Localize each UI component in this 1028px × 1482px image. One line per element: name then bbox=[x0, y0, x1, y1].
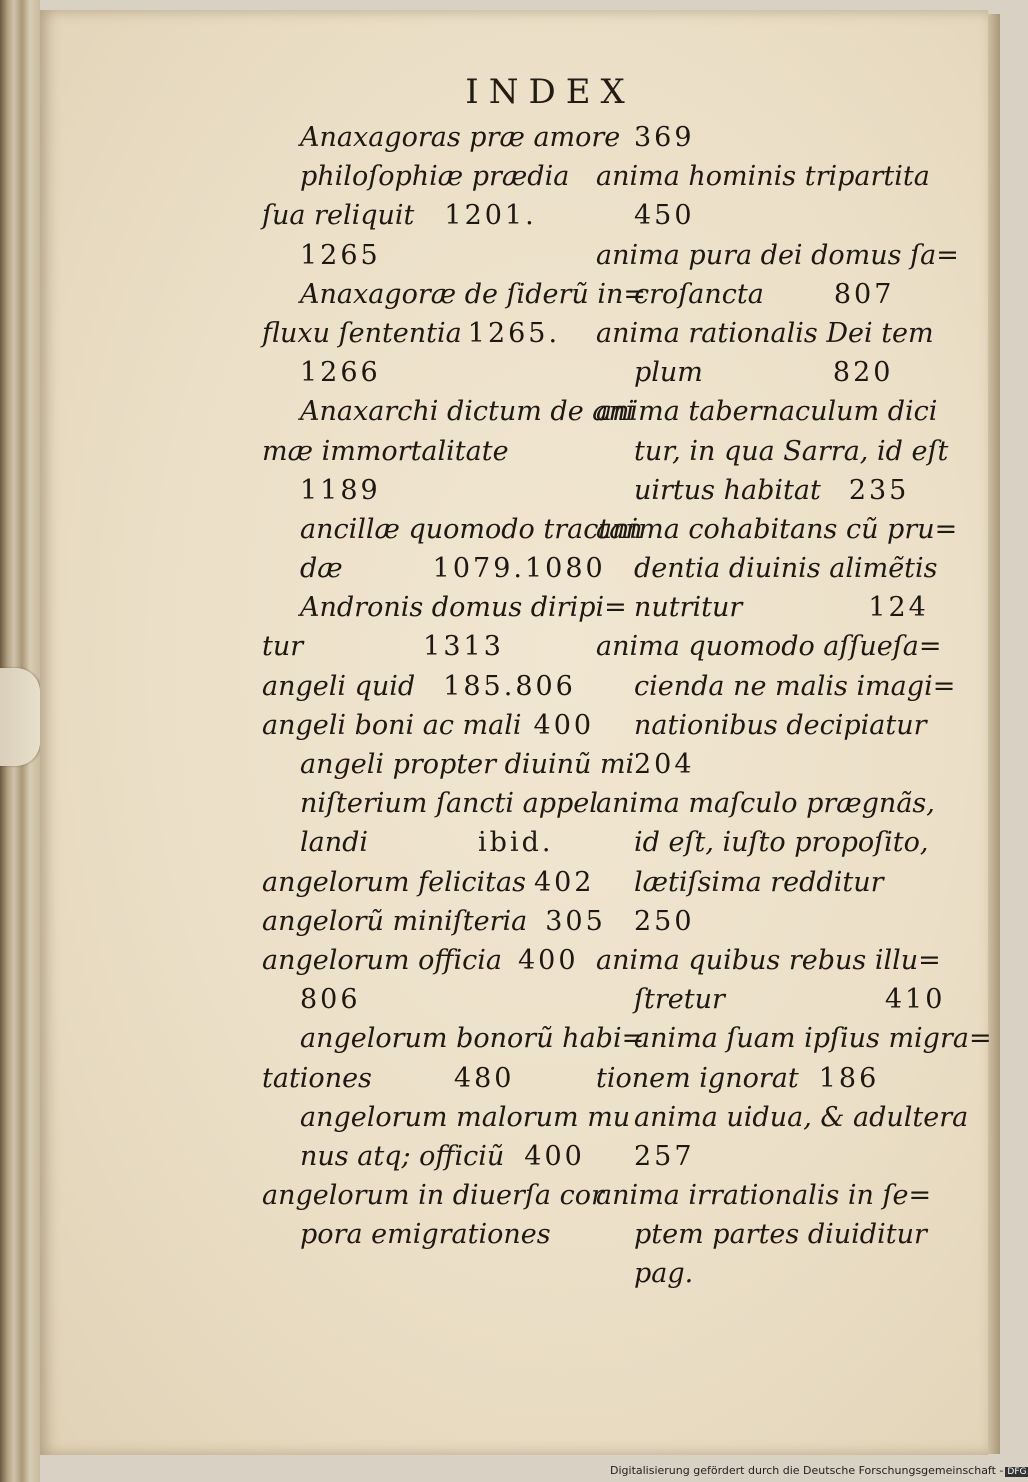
entry-text: anima tabernaculum dici bbox=[596, 396, 938, 428]
right-index-line bbox=[596, 1019, 992, 1058]
page-number: 1201. bbox=[444, 200, 537, 232]
page-number: 410 bbox=[884, 984, 946, 1016]
entry-text: pora emigrationes bbox=[300, 1219, 551, 1251]
entry-text: Anaxagoras præ amore bbox=[300, 122, 621, 153]
page-number: ibid. bbox=[478, 827, 554, 859]
left-index-line bbox=[262, 236, 582, 275]
right-index-line bbox=[596, 275, 916, 314]
entry-text: anima pura dei domus ſa= bbox=[596, 239, 959, 271]
right-index-line bbox=[596, 196, 916, 235]
left-index-line bbox=[262, 1019, 645, 1058]
entry-text: nationibus decipiatur bbox=[634, 709, 927, 741]
entry-text: id eſt, iuſto propoſito, bbox=[634, 827, 929, 859]
entry-text: tationes bbox=[262, 1062, 372, 1094]
entry-text: 1265 bbox=[300, 239, 381, 271]
page-number: 480 bbox=[453, 1062, 515, 1094]
entry-text: 250 bbox=[634, 905, 695, 937]
page-number: 820 bbox=[832, 357, 894, 389]
entry-text: 369 bbox=[634, 122, 695, 153]
left-index-line bbox=[262, 392, 635, 431]
entry-text: nutritur bbox=[634, 592, 743, 624]
page-number: 400 bbox=[518, 944, 579, 976]
entry-text: angelorum bonorũ habi= bbox=[300, 1023, 645, 1055]
entry-text: ſtretur bbox=[634, 984, 725, 1016]
entry-text: 1266 bbox=[300, 357, 381, 389]
left-index-line bbox=[262, 980, 582, 1019]
entry-text: pag. bbox=[634, 1258, 694, 1290]
entry-text: lætiſsima redditur bbox=[634, 866, 884, 898]
page-number: 185.806 bbox=[443, 670, 576, 702]
entry-text: angeli quid bbox=[262, 670, 416, 702]
right-index-line bbox=[596, 1176, 932, 1215]
entry-text: ancillæ quomodo tractan bbox=[300, 513, 643, 545]
entry-text: Anaxagoræ de ſiderũ in= bbox=[300, 278, 646, 310]
entry-text: 257 bbox=[634, 1140, 695, 1172]
entry-text: 1189 bbox=[300, 474, 381, 506]
left-index-line bbox=[262, 784, 598, 823]
right-index-line bbox=[596, 157, 930, 196]
entry-text: angelorum malorum mu bbox=[300, 1101, 631, 1133]
entry-text: Anaxarchi dictum de ani bbox=[300, 396, 635, 428]
left-index-line bbox=[262, 863, 595, 902]
left-index-line bbox=[262, 432, 582, 471]
page-tab-marker bbox=[0, 668, 40, 766]
right-index-line bbox=[596, 902, 916, 941]
right-index-line bbox=[596, 118, 916, 157]
left-index-line bbox=[262, 667, 582, 706]
entry-text: philoſophiæ prædia bbox=[300, 161, 570, 193]
page-number: 235 bbox=[848, 474, 910, 506]
right-index-line bbox=[596, 1059, 916, 1098]
right-index-line bbox=[596, 941, 941, 980]
entry-text: anima ſuam ipſius migra= bbox=[634, 1023, 992, 1055]
left-index-line bbox=[262, 1137, 585, 1176]
left-index-line bbox=[262, 902, 606, 941]
entry-text: anima cohabitans cũ pru= bbox=[596, 513, 958, 545]
page-number: 400 bbox=[533, 709, 595, 741]
page-header: INDEX bbox=[465, 72, 635, 112]
right-index-line bbox=[596, 353, 916, 392]
dfg-logo: DFG bbox=[1007, 1467, 1027, 1477]
right-index-line bbox=[596, 1215, 927, 1254]
left-index-line bbox=[262, 118, 621, 157]
right-index-line bbox=[596, 510, 958, 549]
entry-text: anima maſculo prægnãs, bbox=[596, 788, 935, 820]
right-index-line bbox=[596, 588, 929, 627]
entry-text: anima irrationalis in ſe= bbox=[596, 1180, 932, 1212]
page-edge bbox=[988, 14, 1000, 1454]
entry-text: mæ immortalitate bbox=[262, 435, 509, 467]
entry-text: dæ bbox=[300, 553, 343, 585]
entry-text: tur bbox=[262, 631, 304, 663]
page-number: 400 bbox=[524, 1140, 585, 1172]
left-index-line bbox=[262, 314, 582, 353]
page-number: 305 bbox=[545, 905, 606, 937]
left-index-line bbox=[262, 588, 627, 627]
entry-text: 450 bbox=[634, 200, 695, 232]
index-column-left bbox=[262, 118, 646, 1254]
left-index-line bbox=[262, 157, 582, 196]
page-number: 1265. bbox=[467, 317, 561, 349]
entry-text: angelorum felicitas bbox=[262, 866, 526, 898]
entry-text: ptem partes diuiditur bbox=[634, 1219, 927, 1251]
page-number: 186 bbox=[818, 1062, 880, 1094]
entry-text: tionem ignorat bbox=[596, 1062, 799, 1094]
left-index-line bbox=[262, 549, 606, 588]
left-index-line bbox=[262, 745, 635, 784]
right-index-line bbox=[596, 549, 938, 588]
entry-text: croſancta bbox=[634, 278, 764, 310]
entry-text: 806 bbox=[300, 984, 361, 1016]
entry-text: anima quomodo aſſueſa= bbox=[596, 631, 942, 663]
page-number: 807 bbox=[833, 278, 895, 310]
right-index-line bbox=[596, 392, 938, 431]
right-index-line bbox=[596, 745, 916, 784]
right-index-line bbox=[596, 784, 935, 823]
index-column-right bbox=[596, 118, 992, 1294]
right-index-line bbox=[596, 1254, 916, 1293]
right-index-line bbox=[596, 863, 916, 902]
left-index-line bbox=[262, 823, 582, 862]
page-number: 124 bbox=[868, 592, 929, 624]
entry-text: dentia diuinis alimẽtis bbox=[634, 553, 938, 585]
right-index-line bbox=[596, 667, 956, 706]
entry-text: uirtus habitat bbox=[634, 474, 821, 506]
left-index-line bbox=[262, 941, 582, 980]
right-index-line bbox=[596, 314, 934, 353]
entry-text: angelorum officia bbox=[262, 944, 502, 976]
entry-text: niſterium ſancti appel bbox=[300, 788, 598, 820]
page-number: 402 bbox=[533, 866, 595, 898]
right-index-line bbox=[596, 980, 946, 1019]
left-index-line bbox=[262, 1176, 604, 1215]
right-index-line bbox=[596, 706, 927, 745]
right-index-line bbox=[596, 432, 949, 471]
right-index-line bbox=[596, 236, 959, 275]
right-index-line bbox=[596, 1098, 969, 1137]
right-index-line bbox=[596, 1137, 916, 1176]
digitization-footer bbox=[610, 1464, 1028, 1477]
left-index-line bbox=[262, 1098, 631, 1137]
entry-text: tur, in qua Sarra, id eſt bbox=[634, 435, 949, 467]
left-index-line bbox=[262, 1215, 582, 1254]
entry-text: angeli propter diuinũ mi bbox=[300, 749, 635, 780]
entry-text: landi bbox=[300, 827, 369, 859]
entry-text: anima uidua, & adultera bbox=[634, 1101, 969, 1133]
right-index-line bbox=[596, 471, 916, 510]
entry-text: anima rationalis Dei tem bbox=[596, 317, 934, 349]
entry-text: 204 bbox=[634, 749, 695, 780]
left-index-line bbox=[262, 510, 643, 549]
page-number: 1313 bbox=[423, 631, 504, 663]
left-index-line bbox=[262, 1059, 582, 1098]
entry-text: cienda ne malis imagi= bbox=[634, 670, 956, 702]
entry-text: anima hominis tripartita bbox=[596, 161, 930, 193]
entry-text: anima quibus rebus illu= bbox=[596, 944, 941, 976]
left-index-line bbox=[262, 275, 646, 314]
entry-text: angelorum in diuerſa cor bbox=[262, 1180, 604, 1212]
entry-text: angeli boni ac mali bbox=[262, 709, 522, 741]
entry-text: nus atq; officiũ bbox=[300, 1140, 505, 1172]
right-index-line bbox=[596, 823, 929, 862]
right-index-line bbox=[596, 627, 942, 666]
footer-text: Digitalisierung gefördert durch die Deutsche Forschungsgemeinschaft - bbox=[610, 1464, 1004, 1477]
left-index-line bbox=[262, 627, 582, 666]
entry-text: fluxu ſententia bbox=[262, 317, 462, 349]
entry-text: Andronis domus diripi= bbox=[300, 592, 627, 624]
left-index-line bbox=[262, 471, 582, 510]
left-index-line bbox=[262, 353, 582, 392]
entry-text: plum bbox=[634, 357, 703, 389]
entry-text: angelorũ miniſteria bbox=[262, 905, 528, 937]
page-number: 1079.1080 bbox=[432, 553, 606, 585]
entry-text: ſua reliquit bbox=[262, 200, 415, 232]
left-index-line bbox=[262, 706, 595, 745]
left-index-line bbox=[262, 196, 582, 235]
